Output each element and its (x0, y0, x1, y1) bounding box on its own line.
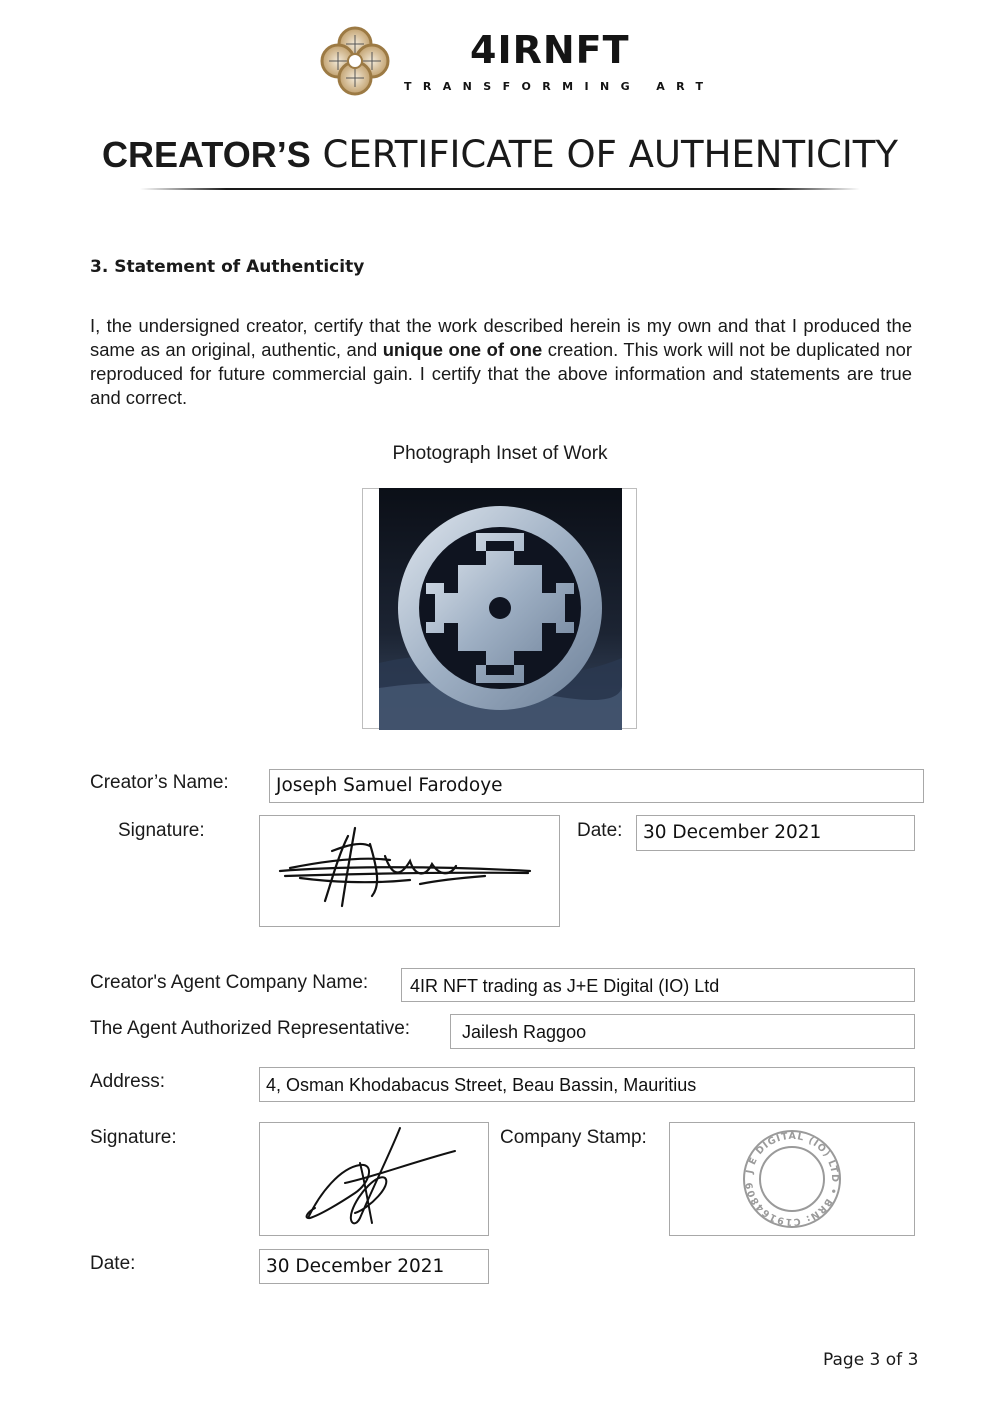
certificate-title-strong: CREATOR’S (102, 134, 311, 175)
creator-signature-label: Signature: (118, 820, 205, 841)
agent-rep-label: The Agent Authorized Representative: (90, 1018, 411, 1039)
artwork-photo (379, 488, 622, 730)
agent-date-field (259, 1249, 489, 1284)
statement-part-1: I, the undersigned creator, certify that the work described herein is my own and that I produced the same as an original, authentic, and (90, 315, 912, 360)
agent-company-label: Creator's Agent Company Name: (90, 972, 369, 993)
company-stamp-image (670, 1123, 914, 1235)
company-stamp-box (669, 1122, 915, 1236)
agent-address-value: 4, Osman Khodabacus Street, Beau Bassin, Mauritius (266, 1075, 697, 1095)
creator-signature-image (260, 816, 559, 926)
agent-date-label: Date: (90, 1253, 136, 1274)
creator-name-field (269, 769, 924, 803)
agent-company-value: 4IR NFT trading as J+E Digital (IO) Ltd (410, 976, 720, 996)
brand-name: 4IRNFT (470, 28, 630, 72)
agent-address-label: Address: (90, 1071, 165, 1092)
certificate-title (0, 133, 1000, 176)
section-heading: 3. Statement of Authenticity (90, 257, 365, 277)
creator-date-field (636, 815, 915, 851)
authenticity-statement (90, 314, 912, 410)
creator-date-label: Date: (577, 820, 623, 841)
agent-date-value: 30 December 2021 (266, 1256, 445, 1277)
photo-caption: Photograph Inset of Work (392, 443, 608, 464)
agent-signature-box (259, 1122, 489, 1236)
company-stamp-text: J E DIGITAL (IO) LTD • BRN: C19164809 (743, 1130, 841, 1228)
company-stamp-label: Company Stamp: (500, 1127, 647, 1148)
certificate-title-rest: CERTIFICATE OF AUTHENTICITY (322, 133, 898, 176)
brand-logo-icon (316, 22, 394, 100)
agent-rep-field (450, 1014, 915, 1049)
agent-signature-label: Signature: (90, 1127, 177, 1148)
statement-part-2: creation. This work will not be duplicated nor reproduced for future commercial gain. I certify that the above information and statements are true and correct. (90, 339, 912, 408)
agent-rep-value: Jailesh Raggoo (462, 1022, 587, 1042)
creator-name-value: Joseph Samuel Farodoye (276, 775, 503, 796)
creator-signature-box (259, 815, 560, 927)
page-number: Page 3 of 3 (823, 1350, 919, 1370)
agent-signature-image (260, 1123, 488, 1235)
brand-tagline: TRANSFORMING ART (404, 80, 715, 93)
creator-date-value: 30 December 2021 (643, 822, 822, 843)
svg-text:J E DIGITAL (IO) LTD • BRN: C1 (670, 1123, 840, 1227)
statement-emphasis: unique one of one (382, 339, 543, 360)
agent-address-field (259, 1067, 915, 1102)
agent-company-field (401, 968, 915, 1002)
title-divider (140, 188, 860, 190)
creator-name-label: Creator’s Name: (90, 772, 229, 793)
